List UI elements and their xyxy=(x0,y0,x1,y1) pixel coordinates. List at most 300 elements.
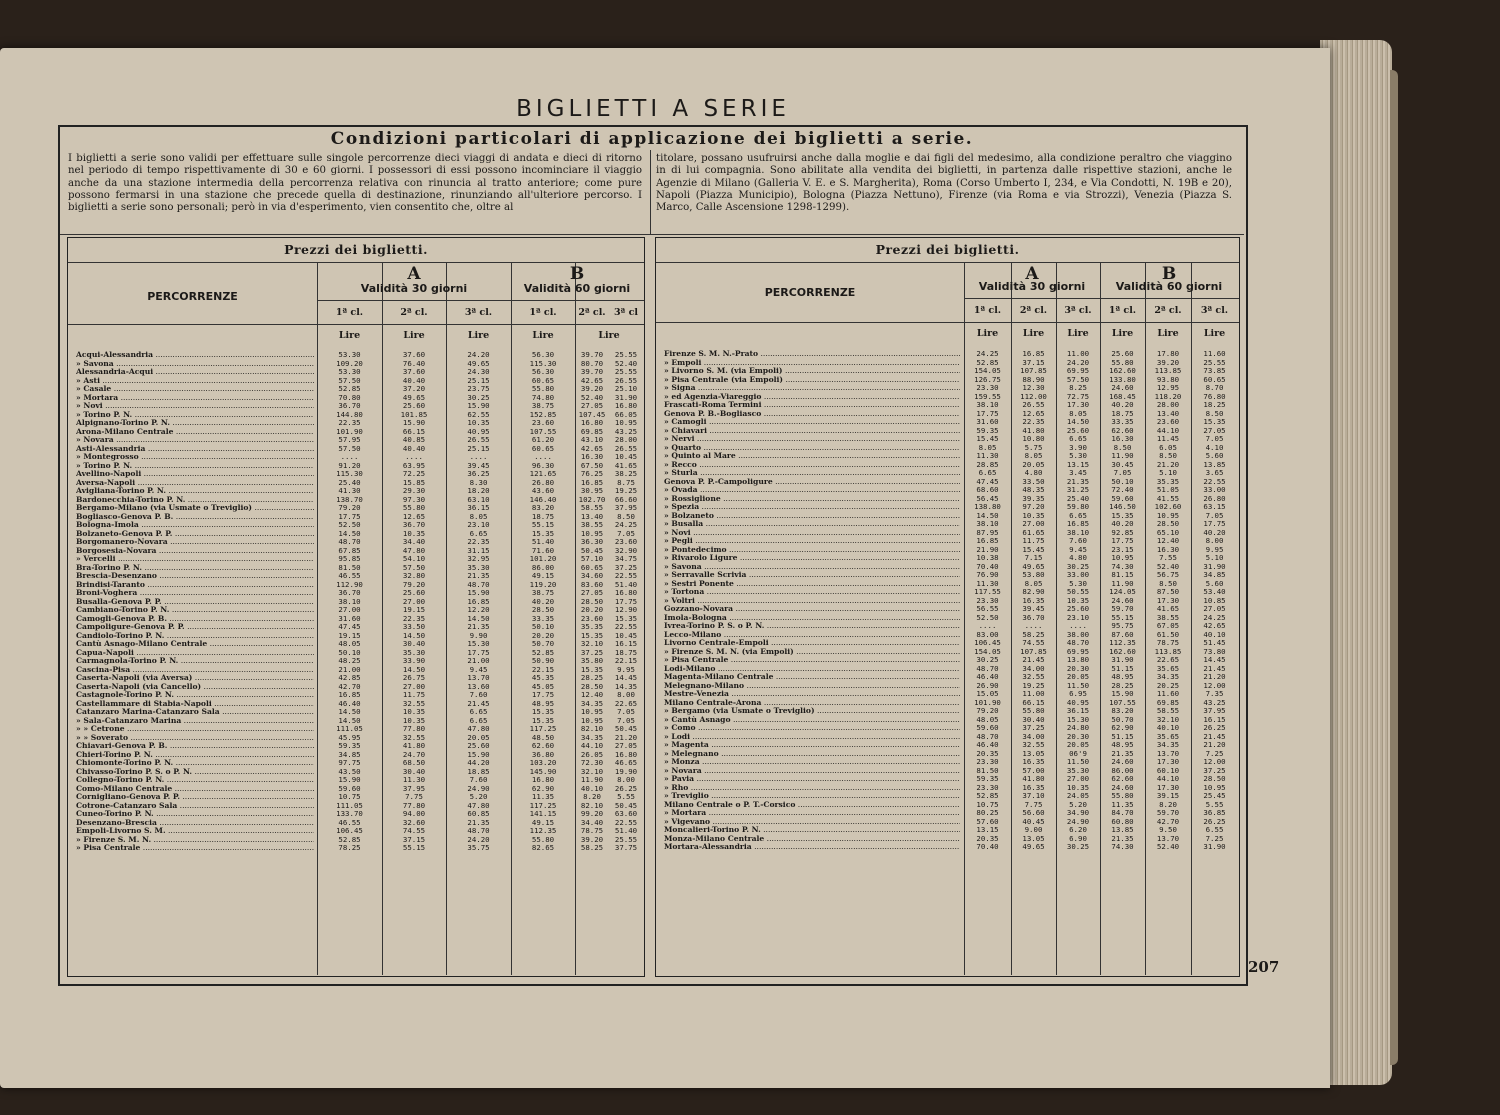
price-cell: 55.80 xyxy=(1111,357,1134,367)
price-cell: 40.20 xyxy=(1111,400,1134,409)
price-cell: 58.25 xyxy=(580,843,604,852)
price-cell: 26.55 xyxy=(1022,400,1045,409)
price-cell: 21.35 xyxy=(1111,833,1134,843)
route-name: Broni-Voghera ..... xyxy=(76,589,314,598)
section-divider xyxy=(60,234,1244,235)
price-cell: 76.90 xyxy=(976,570,999,579)
price-cell: 17.75 xyxy=(1203,519,1226,528)
price-cell: 48.50 xyxy=(531,732,555,742)
price-cell: 31.90 xyxy=(1203,561,1226,571)
price-cell: 14.50 xyxy=(338,707,361,716)
price-cell: 15.35 xyxy=(580,664,604,674)
price-cell: 16.30 xyxy=(1156,544,1180,554)
price-cell: 48.70 xyxy=(467,826,490,835)
price-cell: 49.65 xyxy=(1022,842,1045,851)
route-name: Cantù Asnago-Milano Centrale ..... xyxy=(76,640,314,649)
price-cell: 30.40 xyxy=(402,766,426,776)
price-cell: 94.00 xyxy=(402,809,426,818)
price-cell: 52.85 xyxy=(338,384,361,393)
price-cell: 16.15 xyxy=(614,639,638,648)
price-cell: 14.45 xyxy=(1203,655,1226,664)
price-cell: 27.05 xyxy=(614,741,638,750)
price-cell: 133.80 xyxy=(1109,374,1136,384)
table-row xyxy=(656,690,1239,699)
price-cell: 38.00 xyxy=(1066,629,1090,639)
price-cell: 62.60 xyxy=(1111,425,1134,435)
table-row xyxy=(656,588,1239,597)
price-cell: 25.40 xyxy=(338,477,361,487)
table-row xyxy=(656,758,1239,767)
table-row xyxy=(656,546,1239,555)
validity-a-label: Validità 30 giorni xyxy=(978,280,1086,293)
price-cell: 86.00 xyxy=(531,562,555,572)
price-cell: 34.60 xyxy=(580,571,604,580)
price-cell: 113.85 xyxy=(1154,646,1182,656)
price-cell: 15.35 xyxy=(614,613,638,623)
table-row xyxy=(656,401,1239,410)
price-cell: 22.35 xyxy=(1022,417,1045,426)
price-cell: 17.30 xyxy=(1156,595,1180,605)
price-cell: 25.45 xyxy=(1203,791,1226,800)
price-cell: 20.20 xyxy=(531,630,555,640)
price-cell: 9.45 xyxy=(1069,544,1087,554)
price-cell: 63.15 xyxy=(1203,502,1226,511)
price-cell: 102.60 xyxy=(1154,502,1182,511)
route-name: » Novi ..... xyxy=(76,402,314,411)
price-cell: 7.25 xyxy=(1205,833,1224,843)
price-cell: 51.40 xyxy=(614,579,638,589)
price-cell: 5.20 xyxy=(1069,799,1087,809)
price-cell: 10.95 xyxy=(580,528,604,538)
price-cell: 68.60 xyxy=(976,485,999,494)
price-cell: 10.95 xyxy=(580,707,604,716)
route-name: Chiomonte-Torino P. N. ..... xyxy=(76,759,314,768)
price-cell: 95.85 xyxy=(338,554,361,563)
price-cell: 22.35 xyxy=(338,418,361,427)
class-header: 3ª cl. xyxy=(464,307,493,318)
route-name: Lodi-Milano ..... xyxy=(664,665,960,674)
price-cell: 12.40 xyxy=(1156,536,1180,545)
route-name: Camogli-Genova P. B. ..... xyxy=(76,615,314,624)
price-cell: 6.65 xyxy=(1069,434,1087,443)
price-cell: 50.90 xyxy=(531,656,555,665)
route-name: » ed Agenzia-Viareggio ..... xyxy=(664,393,960,402)
price-cell: 35.30 xyxy=(402,647,426,657)
route-name: » Monza ..... xyxy=(664,758,960,767)
price-cell: 22.65 xyxy=(1156,655,1180,664)
price-cell: 32.60 xyxy=(402,817,426,827)
price-cell: 10.35 xyxy=(1066,595,1090,605)
price-cell: 10.35 xyxy=(402,707,426,716)
route-name: » Novara ..... xyxy=(664,767,960,776)
price-cell: 23.60 xyxy=(1156,417,1180,426)
price-cell: 20.05 xyxy=(1022,459,1045,469)
table-row xyxy=(656,724,1239,733)
price-cell: 32.55 xyxy=(1022,740,1045,749)
price-cell: 32.55 xyxy=(1022,672,1045,681)
table-row xyxy=(656,444,1239,453)
price-cell: 106.45 xyxy=(336,826,363,835)
table-row xyxy=(656,495,1239,504)
price-cell: 70.40 xyxy=(976,842,999,851)
table-row xyxy=(656,384,1239,393)
price-cell: 57.00 xyxy=(1022,765,1045,775)
price-cell: 16.85 xyxy=(467,596,490,606)
route-name: » Vercelli ..... xyxy=(76,555,314,564)
price-cell: 27.00 xyxy=(1066,774,1090,783)
route-name: Brindisi-Taranto ..... xyxy=(76,581,314,590)
price-cell: 31.90 xyxy=(1203,842,1226,851)
price-cell: 24.60 xyxy=(1111,383,1134,392)
route-name: Borgosesia-Novara ..... xyxy=(76,547,314,556)
price-cell: 7.75 xyxy=(405,792,423,801)
price-cell: 107.55 xyxy=(1109,697,1136,707)
price-cell: 16.85 xyxy=(1022,349,1045,358)
price-cell: 63.10 xyxy=(467,494,490,504)
price-cell: 6.65 xyxy=(1069,510,1087,520)
price-cell: 22.55 xyxy=(614,622,638,631)
table-row xyxy=(656,435,1239,444)
price-cell: 5.55 xyxy=(617,792,635,801)
price-cell: 154.05 xyxy=(974,646,1001,656)
price-cell: 15.35 xyxy=(580,630,604,640)
price-cell: 59.60 xyxy=(1111,493,1134,503)
price-cell: 33.00 xyxy=(1066,570,1090,579)
price-cell: 7.15 xyxy=(1024,553,1043,562)
price-cell: 38.10 xyxy=(976,519,999,528)
price-cell: 10.35 xyxy=(1022,510,1045,520)
price-cell: 31.90 xyxy=(614,392,638,402)
price-cell: 57.50 xyxy=(338,375,361,385)
price-cell: 38.10 xyxy=(338,596,361,606)
price-cell: 138.70 xyxy=(336,494,363,504)
price-cell: 13.80 xyxy=(1066,655,1090,664)
table-row xyxy=(656,699,1239,708)
lire-label: Lire xyxy=(1157,328,1179,339)
price-cell: 16.30 xyxy=(1111,434,1134,443)
table-row xyxy=(656,750,1239,759)
price-cell: 30.95 xyxy=(580,486,604,495)
price-cell: 62.55 xyxy=(467,409,490,419)
price-cell: 21.20 xyxy=(614,732,638,742)
price-cell: 42.65 xyxy=(1203,621,1226,630)
price-cell: 25.60 xyxy=(1066,425,1090,435)
price-cell: 12.30 xyxy=(1022,383,1045,392)
price-cell: 11.75 xyxy=(402,690,426,699)
price-cell: .... xyxy=(1024,621,1043,630)
price-cell: 13.60 xyxy=(467,681,490,691)
price-cell: 55.80 xyxy=(1022,706,1045,715)
price-cell: 60.85 xyxy=(467,809,490,818)
price-cell: 62.90 xyxy=(1111,723,1134,732)
price-cell: 10.95 xyxy=(614,418,638,427)
price-cell: 21.35 xyxy=(1111,748,1134,758)
price-cell: 15.90 xyxy=(338,775,361,784)
price-cell: 60.65 xyxy=(531,375,555,385)
price-cell: 21.45 xyxy=(1022,655,1045,664)
lire-label: Lire xyxy=(1022,328,1045,339)
price-cell: 17.30 xyxy=(1156,782,1180,792)
price-cell: 10.35 xyxy=(467,418,490,427)
class-header: 2ª cl. xyxy=(400,307,428,318)
lire-label: Lire xyxy=(598,330,620,341)
price-cell: 21.20 xyxy=(1156,459,1180,469)
lire-label: Lire xyxy=(1067,328,1089,339)
price-cell: 77.80 xyxy=(402,724,426,733)
lire-label: Lire xyxy=(1111,328,1134,339)
price-cell: 53.30 xyxy=(338,367,361,376)
price-cell: 55.15 xyxy=(402,843,426,852)
price-cell: 7.05 xyxy=(1113,468,1132,477)
price-cell: 21.45 xyxy=(467,698,490,708)
price-cell: 101.90 xyxy=(336,426,363,436)
price-cell: 57.50 xyxy=(338,443,361,453)
price-cell: 95.75 xyxy=(1111,621,1134,630)
price-cell: 23.30 xyxy=(976,782,999,792)
table-row xyxy=(656,478,1239,487)
percorrenze-header: PERCORRENZE xyxy=(764,286,856,299)
price-cell: 15.05 xyxy=(976,689,999,698)
price-cell: 20.35 xyxy=(976,833,999,843)
price-cell: 9.90 xyxy=(469,630,488,640)
validity-a-label: Validità 30 giorni xyxy=(360,282,468,295)
price-cell: 70.40 xyxy=(976,561,999,571)
route-name: » Casale ..... xyxy=(76,385,314,394)
route-name: Castellammare di Stabia-Napoli ..... xyxy=(76,700,314,709)
table-row xyxy=(656,733,1239,742)
price-cell: 50.70 xyxy=(1111,714,1134,724)
price-cell: 28.25 xyxy=(580,673,604,682)
price-cell: 115.30 xyxy=(336,469,363,478)
rows-right xyxy=(656,350,1239,852)
price-cell: 25.15 xyxy=(467,443,490,453)
route-name: » Mortara ..... xyxy=(664,809,960,818)
price-cell: 52.40 xyxy=(1156,842,1180,851)
price-cell: 59.35 xyxy=(976,774,999,783)
price-cell: .... xyxy=(1069,621,1087,630)
price-cell: 34.35 xyxy=(580,698,604,708)
price-cell: 3.90 xyxy=(1069,442,1087,452)
price-cell: 79.20 xyxy=(402,579,426,589)
table-row xyxy=(656,784,1239,793)
price-cell: 81.15 xyxy=(1111,570,1134,579)
price-cell: 79.20 xyxy=(338,503,361,512)
table-row xyxy=(656,554,1239,563)
price-cell: 25.60 xyxy=(1111,349,1134,358)
price-cell: 24.25 xyxy=(1203,612,1226,622)
route-name: » Chiavari ..... xyxy=(664,427,960,436)
price-cell: 52.50 xyxy=(338,520,361,529)
table-row xyxy=(656,826,1239,835)
class-header: 3ª cl xyxy=(614,307,638,318)
price-cell: 20.05 xyxy=(467,732,490,742)
price-cell: 162.60 xyxy=(1109,366,1136,375)
price-cell: 126.75 xyxy=(974,374,1001,384)
price-cell: 48.70 xyxy=(976,663,999,673)
price-cell: 31.15 xyxy=(467,545,490,555)
route-name: » Rossiglione ..... xyxy=(664,495,960,504)
price-cell: 60.10 xyxy=(1156,765,1180,775)
price-cell: 20.05 xyxy=(1066,740,1090,749)
table-row xyxy=(656,597,1239,606)
route-name: » Rho ..... xyxy=(664,784,960,793)
price-cell: 3.65 xyxy=(1205,468,1224,477)
price-cell: 22.35 xyxy=(402,613,426,623)
price-cell: 33.35 xyxy=(531,613,555,623)
route-name: » Quarto ..... xyxy=(664,444,960,453)
route-name: Bergamo-Milano (via Usmate o Treviglio) ..... xyxy=(76,504,314,513)
route-name: » Magenta ..... xyxy=(664,741,960,750)
route-name: Firenze S. M. N.-Prato ..... xyxy=(664,350,960,359)
price-cell: 8.05 xyxy=(1069,408,1087,418)
price-cell: 21.20 xyxy=(1203,672,1226,681)
price-cell: 43.50 xyxy=(338,766,361,776)
table-row xyxy=(656,367,1239,376)
price-cell: 46.40 xyxy=(338,698,361,708)
price-cell: 5.60 xyxy=(1205,578,1224,588)
price-cell: 28.50 xyxy=(1156,519,1180,528)
price-cell: 12.00 xyxy=(1203,757,1226,766)
price-cell: 145.90 xyxy=(529,766,557,776)
price-cell: 36.25 xyxy=(467,469,490,478)
price-cell: 11.35 xyxy=(1111,799,1134,809)
route-name: » Ovada ..... xyxy=(664,486,960,495)
class-header: 1ª cl. xyxy=(973,305,1002,316)
price-cell: 10.35 xyxy=(402,528,426,538)
route-name: » Livorno S. M. (via Empoli) ..... xyxy=(664,367,960,376)
price-cell: 14.50 xyxy=(402,664,426,674)
price-cell: 107.45 xyxy=(578,409,606,419)
table-row xyxy=(656,571,1239,580)
price-cell: 24.70 xyxy=(402,749,426,759)
price-cell: 10.45 xyxy=(614,630,638,640)
price-cell: 53.80 xyxy=(1022,570,1045,579)
price-cell: 25.40 xyxy=(1066,493,1090,503)
price-cell: 26.80 xyxy=(1203,493,1226,503)
price-cell: 6.20 xyxy=(1069,825,1087,834)
price-cell: 92.85 xyxy=(1111,527,1134,537)
price-cell: 62.90 xyxy=(531,783,555,793)
price-cell: 27.00 xyxy=(338,605,361,614)
price-cell: 22.35 xyxy=(467,537,490,546)
price-cell: 25.55 xyxy=(614,834,638,844)
price-cell: 11.60 xyxy=(1203,349,1226,358)
price-cell: 33.00 xyxy=(1203,485,1226,494)
price-cell: 117.25 xyxy=(529,800,557,810)
price-cell: 6.65 xyxy=(469,528,488,538)
route-name: Acqui-Alessandria ..... xyxy=(76,351,314,360)
price-cell: 45.05 xyxy=(531,681,555,691)
price-cell: 57.95 xyxy=(338,435,361,444)
price-cell: 17.75 xyxy=(338,511,361,521)
route-name: » Pavia ..... xyxy=(664,775,960,784)
price-cell: 48.70 xyxy=(338,537,361,546)
price-cell: 11.90 xyxy=(580,775,604,784)
price-cell: 53.30 xyxy=(338,350,361,359)
route-name: Mortara-Alessandria ..... xyxy=(664,843,960,852)
price-cell: 37.95 xyxy=(1203,706,1226,715)
price-cell: 18.75 xyxy=(614,647,638,657)
price-cell: 34.40 xyxy=(402,537,426,546)
price-cell: 15.35 xyxy=(531,715,555,725)
price-cell: 19.15 xyxy=(338,630,361,640)
table-row xyxy=(656,843,1239,852)
page-title: BIGLIETTI A SERIE xyxy=(516,96,790,122)
price-cell: 77.80 xyxy=(402,800,426,810)
route-name: Milano Centrale-Arona ..... xyxy=(664,699,960,708)
price-cell: 52.85 xyxy=(976,791,999,800)
route-name: Borgomanero-Novara ..... xyxy=(76,538,314,547)
price-cell: 39.15 xyxy=(1156,791,1180,800)
price-cell: 4.10 xyxy=(1205,442,1224,452)
price-cell: 56.75 xyxy=(1156,570,1180,579)
price-cell: 35.30 xyxy=(1066,765,1090,775)
price-cell: 52.85 xyxy=(976,357,999,367)
price-cell: 6.65 xyxy=(469,707,488,716)
price-cell: 31.60 xyxy=(338,613,361,623)
price-cell: 24.30 xyxy=(467,367,490,376)
price-cell: .... xyxy=(405,452,423,461)
price-cell: 14.50 xyxy=(338,528,361,538)
price-cell: 11.45 xyxy=(1156,434,1180,443)
price-cell: 35.80 xyxy=(580,656,604,665)
price-cell: 13.15 xyxy=(1066,459,1090,469)
price-cell: 144.80 xyxy=(336,409,363,419)
route-name: » Montegrosso ..... xyxy=(76,453,314,462)
price-cell: 6.55 xyxy=(1205,825,1224,834)
price-cell: 48.70 xyxy=(976,731,999,741)
price-cell: 13.40 xyxy=(1156,408,1180,418)
price-cell: 87.50 xyxy=(1156,587,1180,596)
class-header: 3ª cl. xyxy=(1064,305,1092,316)
price-cell: 10.38 xyxy=(976,553,999,562)
price-cell: 46.65 xyxy=(614,758,638,767)
price-cell: 23.60 xyxy=(531,418,555,427)
price-cell: 71.60 xyxy=(531,545,555,555)
price-cell: 62.60 xyxy=(531,741,555,750)
price-cell: 52.85 xyxy=(338,834,361,844)
price-cell: 48.05 xyxy=(338,639,361,648)
price-cell: 51.40 xyxy=(531,537,555,546)
price-cell: 55.80 xyxy=(531,384,555,393)
price-cell: 32.90 xyxy=(614,545,638,555)
price-cell: 30.40 xyxy=(402,639,426,648)
price-cell: 16.80 xyxy=(580,418,604,427)
table-row xyxy=(656,614,1239,623)
price-cell: 48.35 xyxy=(1022,485,1045,494)
class-header: 2ª cl. xyxy=(578,307,606,318)
table-row xyxy=(656,580,1239,589)
price-cell: 16.35 xyxy=(1022,782,1045,792)
price-cell: 48.70 xyxy=(1066,638,1090,647)
price-cell: 47.80 xyxy=(402,545,426,555)
table-row xyxy=(656,461,1239,470)
price-cell: 60.65 xyxy=(531,443,555,453)
conditions-right-text: titolare, possano usufruirsi anche dalla moglie e dai figli del medesimo, alla condizione peraltro che viaggino in di lui compagnia. Sono abilitate alla vendita dei biglietti, in partenza dalle rispettive stazioni, anche le Agenzie di Milano (Galleria V. E. e S. Margherita), Roma (Corso Umberto I, 234, e Via Condotti, N. 19B e 20), Napoli (Piazza Municipio), Bologna (Piazza Nettuno), Firenze (via Roma e via Strozzi), Venezia (Piazza S. Marco, Calle Ascensione 1298-1299). xyxy=(656,153,1232,214)
price-cell: 14.45 xyxy=(614,673,638,682)
price-cell: 41.30 xyxy=(338,486,361,495)
price-cell: 13.85 xyxy=(1203,459,1226,469)
table-row xyxy=(656,359,1239,368)
price-cell: 8.50 xyxy=(1159,578,1177,588)
price-cell: 47.45 xyxy=(338,622,361,631)
price-cell: 34.00 xyxy=(1022,663,1045,673)
conditions-divider xyxy=(650,150,651,234)
price-cell: 50.70 xyxy=(531,639,555,648)
price-cell: 37.75 xyxy=(614,843,638,852)
class-header: 1ª cl. xyxy=(335,307,364,318)
price-cell: 69.85 xyxy=(1156,697,1180,707)
